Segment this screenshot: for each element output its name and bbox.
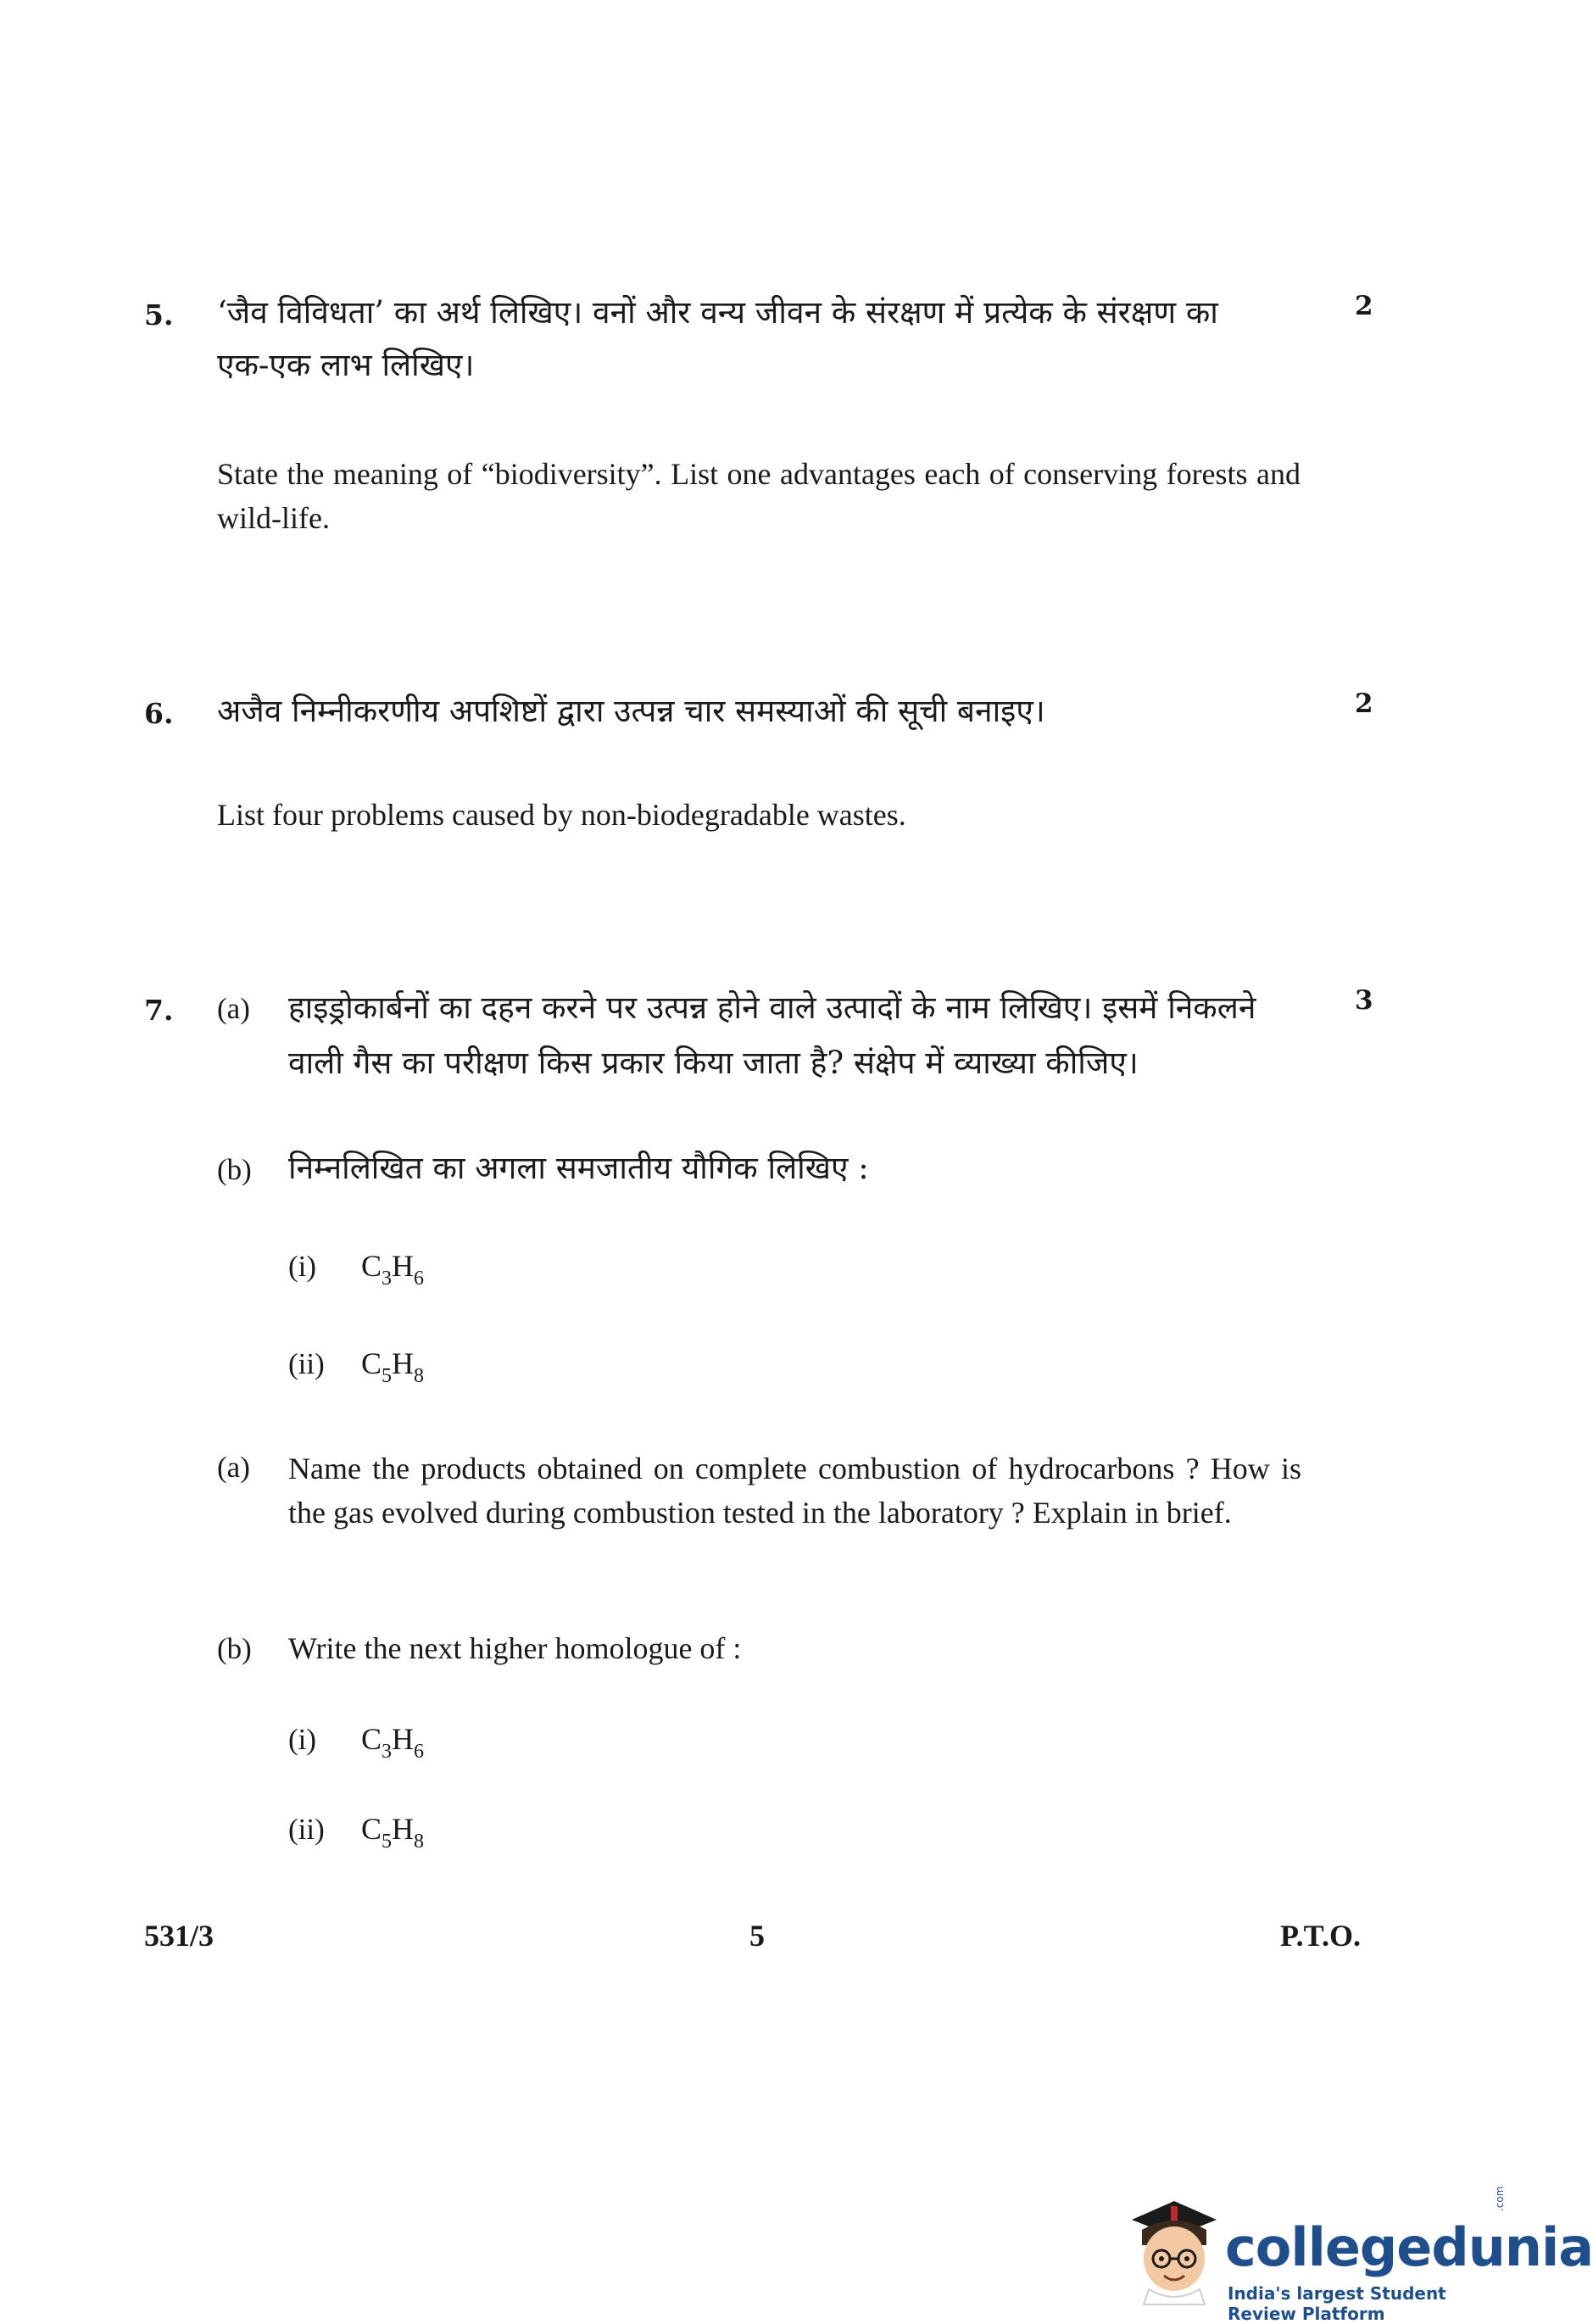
footer-pto: P.T.O. <box>1280 1919 1362 1953</box>
question-7-hindi-b-text: निम्नलिखित का अगला समजातीय यौगिक लिखिए : <box>288 1150 869 1186</box>
question-7-english-item-ii-label: (ii) <box>288 1813 325 1846</box>
question-7-hindi-item-ii-formula: $C_5H_8$ <box>361 1346 425 1387</box>
question-6-number: 6. <box>144 697 174 730</box>
question-5-number: 5. <box>144 298 174 332</box>
question-7-english-a-text: Name the products obtained on complete combustion of hydrocarbons ? How is the gas evolved during combustion tested in the laboratory ? Explain in brief. <box>288 1452 1301 1530</box>
question-7-english-item-ii-formula: $C_5H_8$ <box>361 1812 425 1853</box>
question-7-hindi-b-label: (b) <box>217 1153 252 1186</box>
footer-page-number: 5 <box>749 1919 765 1953</box>
question-5-english: State the meaning of “biodiversity”. List one advantages each of conserving forests and wild-life. <box>217 457 1301 535</box>
question-5-hindi-line-2: एक-एक लाभ लिखिए। <box>217 347 475 383</box>
question-7-english-b-label: (b) <box>217 1632 252 1665</box>
question-7-hindi-a-label: (a) <box>217 992 250 1025</box>
collegedunia-mascot-icon <box>1123 2186 1225 2304</box>
question-7-english-b-text: Write the next higher homologue of : <box>288 1631 742 1665</box>
question-7-hindi-item-i-label: (i) <box>288 1250 317 1283</box>
question-5-marks: 2 <box>1355 291 1373 321</box>
question-7-hindi-item-i-formula: $C_3H_6$ <box>361 1249 425 1290</box>
question-5-hindi-line-1: ‘जैव विविधता’ का अर्थ लिखिए। वनों और वन्य जीवन के संरक्षण में प्रत्येक के संरक्षण का <box>217 294 1218 331</box>
question-6-english: List four problems caused by non-biodegradable wastes. <box>217 798 906 832</box>
question-7-marks: 3 <box>1355 985 1373 1016</box>
collegedunia-logo-domain: .com <box>1494 2186 1506 2211</box>
collegedunia-tagline: India's largest Student Review Platform <box>1228 2283 1446 2324</box>
question-7-english-item-i-formula: $C_3H_6$ <box>361 1722 425 1763</box>
question-7-hindi-a-line-1: हाइड्रोकार्बनों का दहन करने पर उत्पन्न होने वाले उत्पादों के नाम लिखिए। इसमें निकलने <box>288 989 1256 1026</box>
question-7-hindi-a-line-2: वाली गैस का परीक्षण किस प्रकार किया जाता है? संक्षेप में व्याख्या कीजिए। <box>288 1045 1139 1081</box>
collegedunia-logo-text: collegedunia <box>1225 2216 1593 2278</box>
footer-paper-code: 531/3 <box>144 1919 214 1953</box>
question-6-marks: 2 <box>1355 688 1373 719</box>
question-7-english-item-i-label: (i) <box>288 1723 317 1756</box>
question-7-hindi-item-ii-label: (ii) <box>288 1347 325 1380</box>
question-7-number: 7. <box>144 994 174 1027</box>
question-7-english-a-label: (a) <box>217 1451 250 1484</box>
question-6-hindi: अजैव निम्नीकरणीय अपशिष्टों द्वारा उत्पन्न चार समस्याओं की सूची बनाइए। <box>217 693 1045 729</box>
